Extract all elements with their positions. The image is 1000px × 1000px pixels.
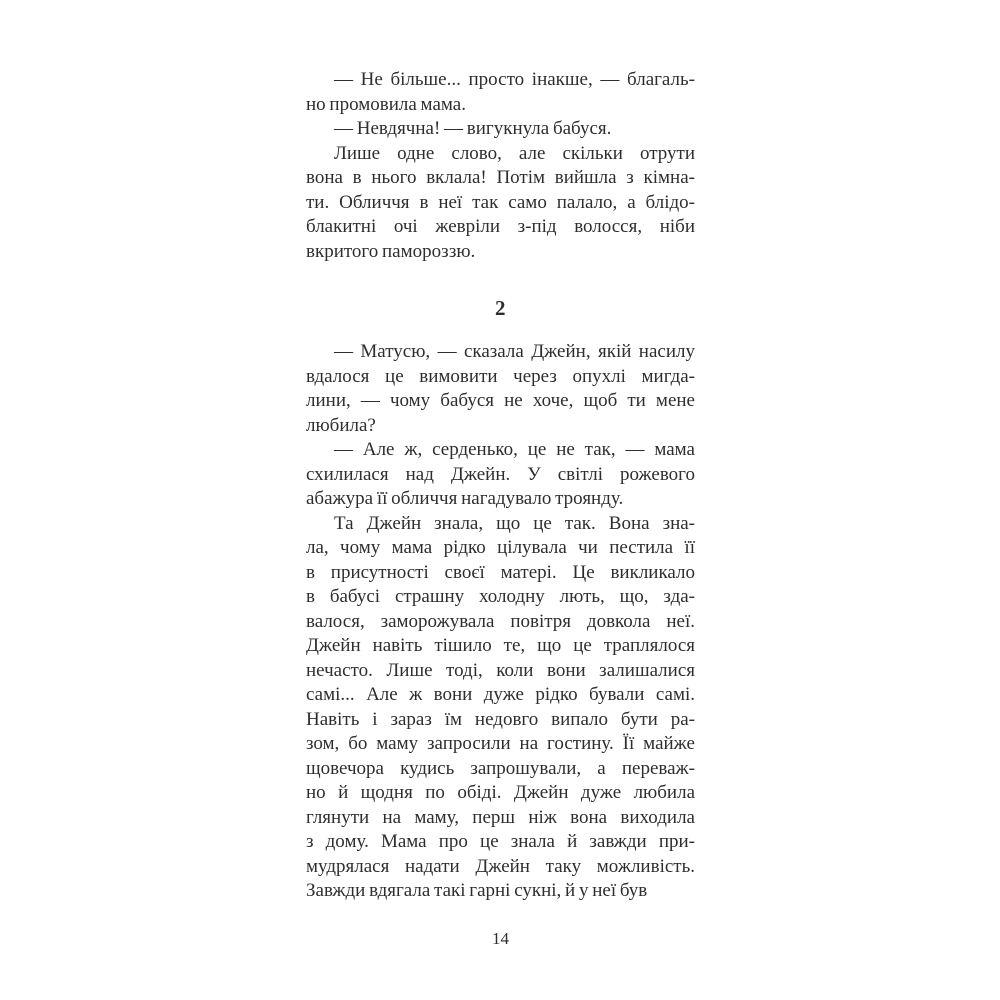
text-line: мудрялася надати Джейн таку можливість. (306, 855, 695, 877)
text-line: зом, бо маму запросили на гостину. Її майже (306, 733, 695, 754)
paragraph (306, 340, 695, 438)
text-line: вона в нього вклала! Потім вийшла з кімна- (306, 167, 695, 188)
text-line: вдалося це вимовити через опухлі мигда- (306, 365, 695, 387)
text-line: но й щодня по обіді. Джейн дуже любила (306, 782, 695, 803)
text-line: любила? (306, 414, 376, 436)
text-line: самі... Але ж вони дуже рідко бували самі. (306, 684, 695, 705)
paragraph (306, 117, 695, 142)
text-line: в бабусі страшну холодну лють, що, зда- (306, 586, 695, 607)
text-line: щовечора кудись запрошували, а переваж- (306, 757, 695, 779)
text-line: з дому. Мама про це знала й завжди при- (306, 831, 695, 852)
paragraph (306, 68, 695, 117)
text-line: но промовила мама. (306, 93, 466, 115)
text-line: абажура її обличчя нагадувало троянду. (306, 488, 624, 509)
text-line: схилилася над Джейн. У світлі рожевого (306, 463, 695, 485)
text-column (306, 68, 695, 904)
text-line: в присутності своєї матері. Це викликало (306, 561, 695, 583)
text-line: Навіть і зараз їм недовго випало бути ра- (306, 708, 695, 730)
text-line: — Невдячна! — вигукнула бабуся. (334, 118, 612, 139)
text-line: — Не більше... просто інакше, — благаль- (334, 69, 695, 90)
text-line: Завжди вдягала такі гарні сукні, й у неї був (306, 880, 648, 901)
text-line: ти. Обличчя в неї так само палало, а блідо- (306, 191, 695, 213)
paragraph (306, 142, 695, 265)
paragraph (306, 438, 695, 512)
page-number: 14 (492, 929, 509, 948)
text-line: — Матусю, — сказала Джейн, якій насилу (334, 341, 695, 362)
text-line: — Але ж, серденько, це не так, — мама (334, 439, 695, 460)
text-line: нечасто. Лише тоді, коли вони залишалися (306, 659, 695, 681)
text-line: лини, — чому бабуся не хоче, щоб ти мене (306, 390, 695, 411)
chapter-number: 2 (495, 296, 506, 320)
text-line: Лише одне слово, але скільки отрути (334, 142, 695, 164)
paragraph (306, 512, 695, 904)
text-line: валося, заморожувала повітря довкола неї. (306, 610, 695, 632)
text-line: глянути на маму, перш ніж вона виходила (306, 806, 695, 828)
text-line: Та Джейн знала, що це так. Вона зна- (334, 512, 695, 534)
text-line: ла, чому мама рідко цілувала чи пестила її (306, 537, 695, 558)
text-line: Джейн навіть тішило те, що це траплялося (306, 635, 695, 656)
text-line: блакитні очі жевріли з-під волосся, ніби (306, 216, 695, 237)
text-line: вкритого памороззю. (306, 240, 476, 262)
